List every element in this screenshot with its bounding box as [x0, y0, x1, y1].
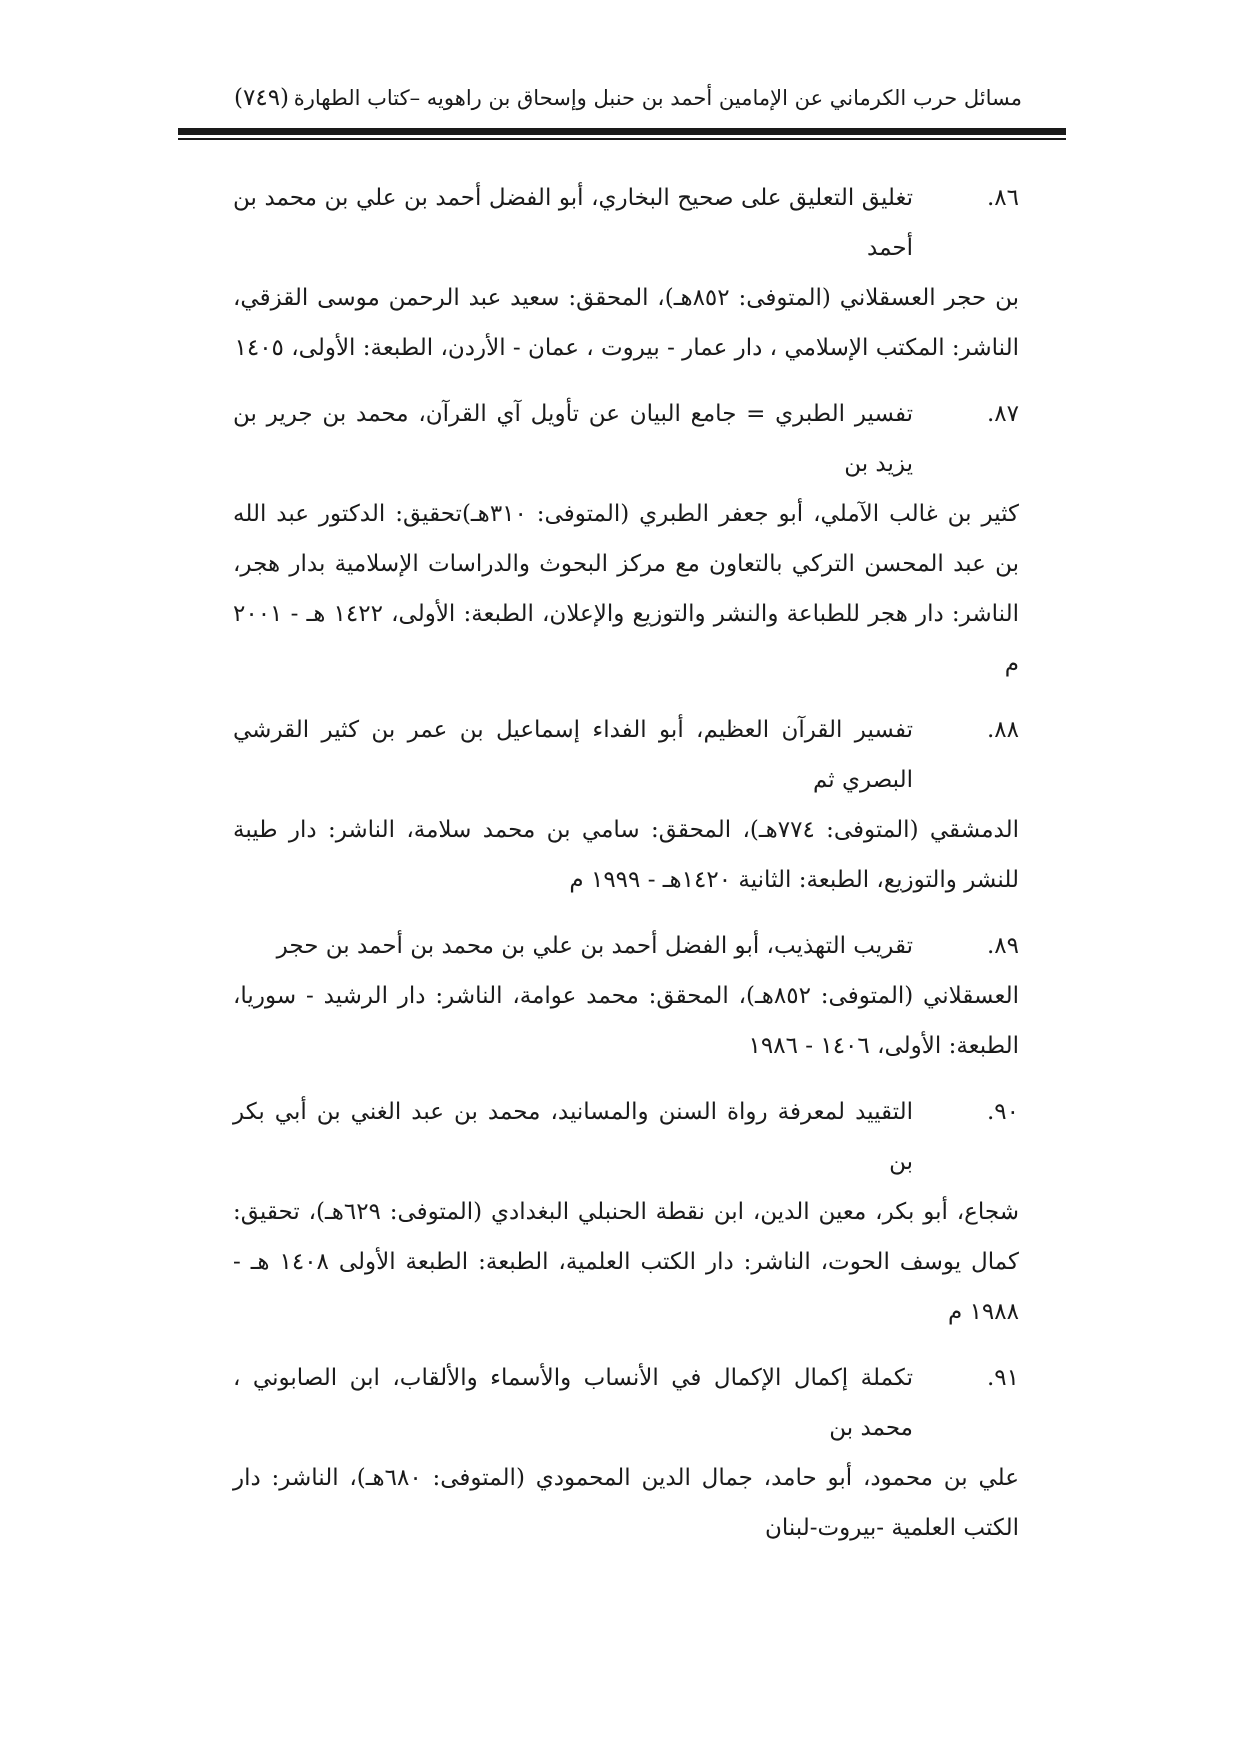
page-number: (٧٤٩) — [234, 85, 290, 111]
reference-continuation: علي بن محمود، أبو حامد، جمال الدين المحمودي (المتوفى: ٦٨٠هـ)، الناشر: دار الكتب العلمية -بيروت-لبنان — [233, 1465, 1019, 1541]
reference-continuation: شجاع، أبو بكر، معين الدين، ابن نقطة الحنبلي البغدادي (المتوفى: ٦٢٩هـ)، تحقيق: كمال يوسف الحوت، الناشر: دار الكتب العلمية، الطبعة: الطبعة الأولى ١٤٠٨ هـ - ١٩٨٨ م — [233, 1199, 1020, 1325]
reference-continuation: الدمشقي (المتوفى: ٧٧٤هـ)، المحقق: سامي بن محمد سلامة، الناشر: دار طيبة للنشر والتوزيع، الطبعة: الثانية ١٤٢٠هـ - ١٩٩٩ م — [233, 817, 1020, 893]
running-header — [234, 80, 1022, 116]
reference-first-line: تفسير القرآن العظيم، أبو الفداء إسماعيل بن عمر بن كثير القرشي البصري ثم — [233, 717, 913, 793]
reference-item — [233, 1087, 1019, 1337]
reference-list — [233, 173, 1019, 1569]
reference-number: ٨٩. — [986, 933, 1019, 959]
header-rule-thick — [178, 128, 1066, 135]
reference-first-line: تغليق التعليق على صحيح البخاري، أبو الفضل أحمد بن علي بن محمد بن أحمد — [233, 185, 913, 261]
header-rule-thin — [178, 138, 1066, 140]
reference-number: ٨٨. — [986, 717, 1019, 743]
reference-item — [233, 1353, 1019, 1553]
reference-number: ٨٧. — [986, 401, 1019, 427]
reference-item — [233, 389, 1019, 689]
reference-continuation: العسقلاني (المتوفى: ٨٥٢هـ)، المحقق: محمد عوامة، الناشر: دار الرشيد - سوريا، الطبعة: الأولى، ١٤٠٦ - ١٩٨٦ — [233, 983, 1019, 1059]
reference-first-line: التقييد لمعرفة رواة السنن والمسانيد، محمد بن عبد الغني بن أبي بكر بن — [233, 1099, 913, 1175]
reference-first-line: تقريب التهذيب، أبو الفضل أحمد بن علي بن محمد بن أحمد بن حجر — [276, 933, 913, 959]
reference-number: ٩١. — [986, 1365, 1019, 1391]
reference-first-line: تفسير الطبري = جامع البيان عن تأويل آي القرآن، محمد بن جرير بن يزيد بن — [233, 401, 913, 477]
reference-item — [233, 705, 1019, 905]
reference-continuation: كثير بن غالب الآملي، أبو جعفر الطبري (المتوفى: ٣١٠هـ)تحقيق: الدكتور عبد الله بن عبد المحسن التركي بالتعاون مع مركز البحوث والدراسات الإسلامية بدار هجر، الناشر: دار هجر للطباعة والنشر والتوزيع والإعلان، الطبعة: الأولى، ١٤٢٢ هـ - ٢٠٠١ م — [233, 501, 1019, 677]
reference-item — [233, 173, 1019, 373]
reference-continuation: بن حجر العسقلاني (المتوفى: ٨٥٢هـ)، المحقق: سعيد عبد الرحمن موسى القزقي، الناشر: المكتب الإسلامي ، دار عمار - بيروت ، عمان - الأردن، الطبعة: الأولى، ١٤٠٥ — [233, 285, 1019, 361]
header-title: مسائل حرب الكرماني عن الإمامين أحمد بن حنبل وإسحاق بن راهويه –كتاب الطهارة — [293, 86, 1022, 110]
reference-item — [233, 921, 1019, 1071]
reference-first-line: تكملة إكمال الإكمال في الأنساب والأسماء والألقاب، ابن الصابوني ، محمد بن — [233, 1365, 913, 1441]
reference-number: ٩٠. — [986, 1099, 1019, 1125]
reference-number: ٨٦. — [986, 185, 1019, 211]
